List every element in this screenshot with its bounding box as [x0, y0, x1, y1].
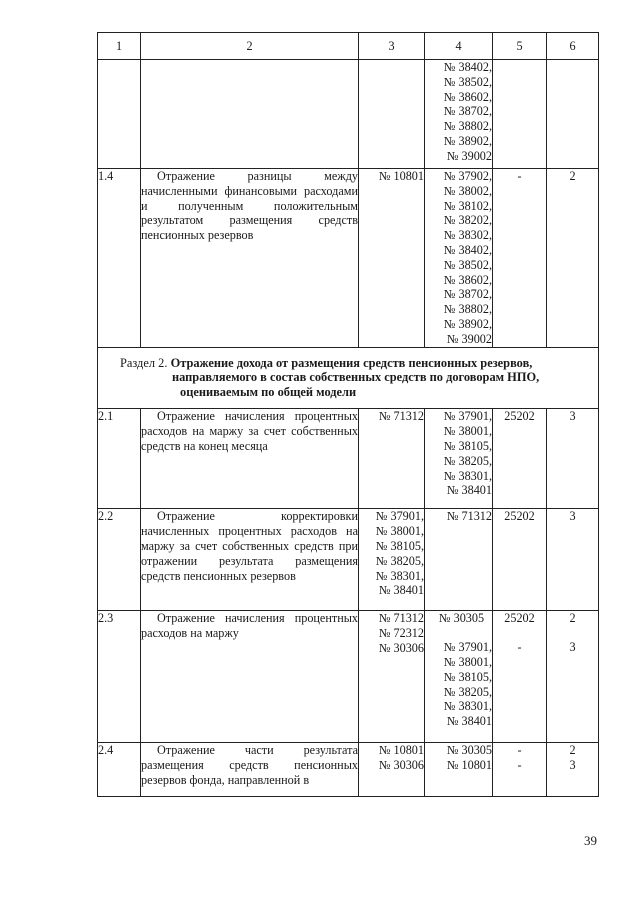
code-cell: 2 — [547, 169, 599, 348]
header-cell: 2 — [141, 33, 359, 60]
header-cell: 1 — [98, 33, 141, 60]
symbol-cell: 25202 - — [493, 611, 547, 743]
debit-accounts: № 37901, № 38001, № 38105, № 38205, № 38301, № 38401 — [359, 509, 425, 611]
table-row — [98, 611, 599, 743]
row-description: Отражение разницы между начисленными финансовыми расходами и полученным положительным результатом размещения средств пенсионных резервов — [141, 169, 359, 348]
debit-accounts: № 71312 № 72312 № 30306 — [359, 611, 425, 743]
symbol-cell: 25202 — [493, 509, 547, 611]
section-heading-row — [98, 347, 599, 409]
header-cell: 6 — [547, 33, 599, 60]
credit-accounts: № 38402, № 38502, № 38602, № 38702, № 38802, № 38902, № 39002 — [425, 60, 493, 169]
symbol-cell: - — [493, 169, 547, 348]
code-cell: 3 — [547, 409, 599, 509]
row-description: Отражение начисления процентных расходов на маржу — [141, 611, 359, 743]
debit-accounts: № 71312 — [359, 409, 425, 509]
row-description: Отражение начисления процентных расходов на маржу за счет собственных средств на конец месяца — [141, 409, 359, 509]
header-cell: 3 — [359, 33, 425, 60]
credit-accounts: № 37902, № 38002, № 38102, № 38202, № 38302, № 38402, № 38502, № 38602, № 38702, № 38802, № 38902, № 39002 — [425, 169, 493, 348]
credit-accounts: № 30305 № 10801 — [425, 743, 493, 797]
row-number: 2.4 — [98, 743, 141, 797]
section-heading: Раздел 2. Отражение дохода от размещения средств пенсионных резервов, направляемого в состав собственных средств по договорам НПО, оцениваемым по общей модели — [98, 347, 599, 409]
row-description: Отражение корректировки начисленных процентных расходов на маржу за счет собственных средств при отражении результата размещения средств пенсионных резервов — [141, 509, 359, 611]
code-cell: 2 3 — [547, 743, 599, 797]
debit-accounts: № 10801 № 30306 — [359, 743, 425, 797]
row-number: 2.2 — [98, 509, 141, 611]
credit-accounts: № 37901, № 38001, № 38105, № 38205, № 38301, № 38401 — [425, 409, 493, 509]
symbol-cell: 25202 — [493, 409, 547, 509]
debit-accounts: № 10801 — [359, 169, 425, 348]
credit-accounts: № 71312 — [425, 509, 493, 611]
table-row — [98, 60, 599, 169]
row-number: 2.3 — [98, 611, 141, 743]
page-number: 39 — [584, 833, 597, 848]
table-row — [98, 743, 599, 797]
symbol-cell: - - — [493, 743, 547, 797]
row-number: 1.4 — [98, 169, 141, 348]
credit-accounts: № 30305 № 37901, № 38001, № 38105, № 38205, № 38301, № 38401 — [425, 611, 493, 743]
header-cell: 5 — [493, 33, 547, 60]
table-row — [98, 169, 599, 348]
code-cell: 2 3 — [547, 611, 599, 743]
row-description: Отражение части результата размещения средств пенсионных резервов фонда, направленной в — [141, 743, 359, 797]
row-number: 2.1 — [98, 409, 141, 509]
header-cell: 4 — [425, 33, 493, 60]
code-cell: 3 — [547, 509, 599, 611]
table-header-row — [98, 33, 599, 60]
table-row — [98, 409, 599, 509]
table-row — [98, 509, 599, 611]
accounting-table — [97, 32, 599, 797]
